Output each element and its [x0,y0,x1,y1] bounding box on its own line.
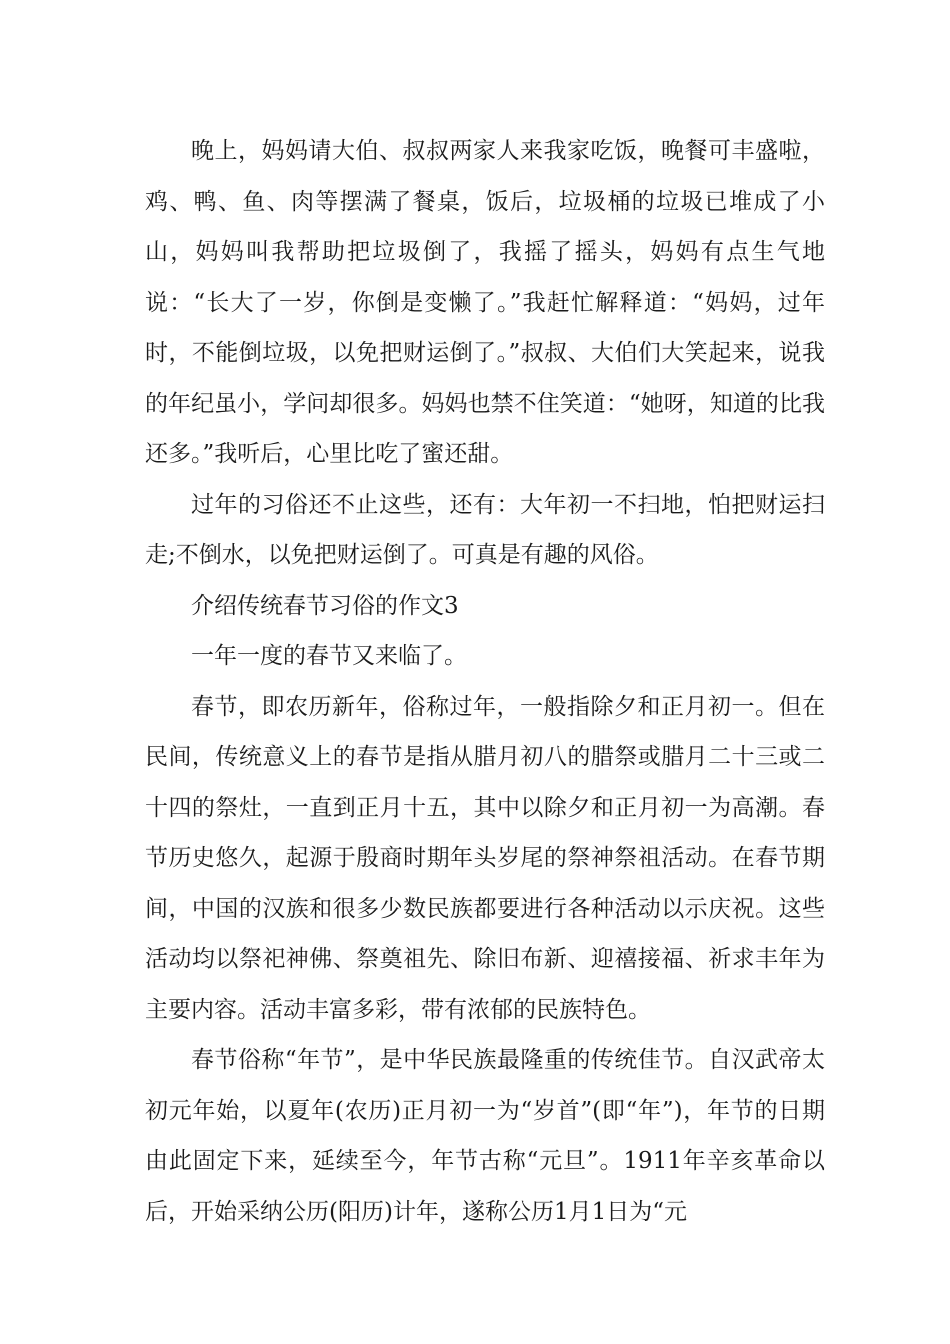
paragraph-intro: 一年一度的春节又来临了。 [191,643,467,669]
document-body [145,126,825,1237]
paragraph-spring-festival-definition: 春节，即农历新年，俗称过年，一般指除夕和正月初一。但在民间，传统意义上的春节是指从腊月初八的腊祭或腊月二十三或二十四的祭灶，一直到正月十五，其中以除夕和正月初一为高潮。春节历史悠久，起源于殷商时期年头岁尾的祭神祭祖活动。在春节期间，中国的汉族和很多少数民族都要进行各种活动以示庆祝。这些活动均以祭祀神佛、祭奠祖先、除旧布新、迎禧接福、祈求丰年为主要内容。活动丰富多彩，带有浓郁的民族特色。 [145,693,825,1023]
paragraph-other-customs: 过年的习俗还不止这些，还有：大年初一不扫地，怕把财运扫走;不倒水，以免把财运倒了。可真是有趣的风俗。 [145,491,825,568]
paragraph-dinner-story: 晚上，妈妈请大伯、叔叔两家人来我家吃饭，晚餐可丰盛啦，鸡、鸭、鱼、肉等摆满了餐桌，饭后，垃圾桶的垃圾已堆成了小山，妈妈叫我帮助把垃圾倒了，我摇了摇头，妈妈有点生气地说：“长大了一岁，你倒是变懒了。”我赶忙解释道：“妈妈，过年时，不能倒垃圾，以免把财运倒了。”叔叔、大伯们大笑起来，说我的年纪虽小，学问却很多。妈妈也禁不住笑道：“她呀，知道的比我还多。”我听后，心里比吃了蜜还甜。 [145,138,825,467]
paragraph-nian-festival-history: 春节俗称“年节”，是中华民族最隆重的传统佳节。自汉武帝太初元年始，以夏年(农历)正月初一为“岁首”(即“年”)，年节的日期由此固定下来，延续至今，年节古称“元旦”。1911年辛亥革命以后，开始采纳公历(阳历)计年，遂称公历1月1日为“元 [145,1047,825,1225]
essay-heading: 介绍传统春节习俗的作文3 [191,592,459,619]
